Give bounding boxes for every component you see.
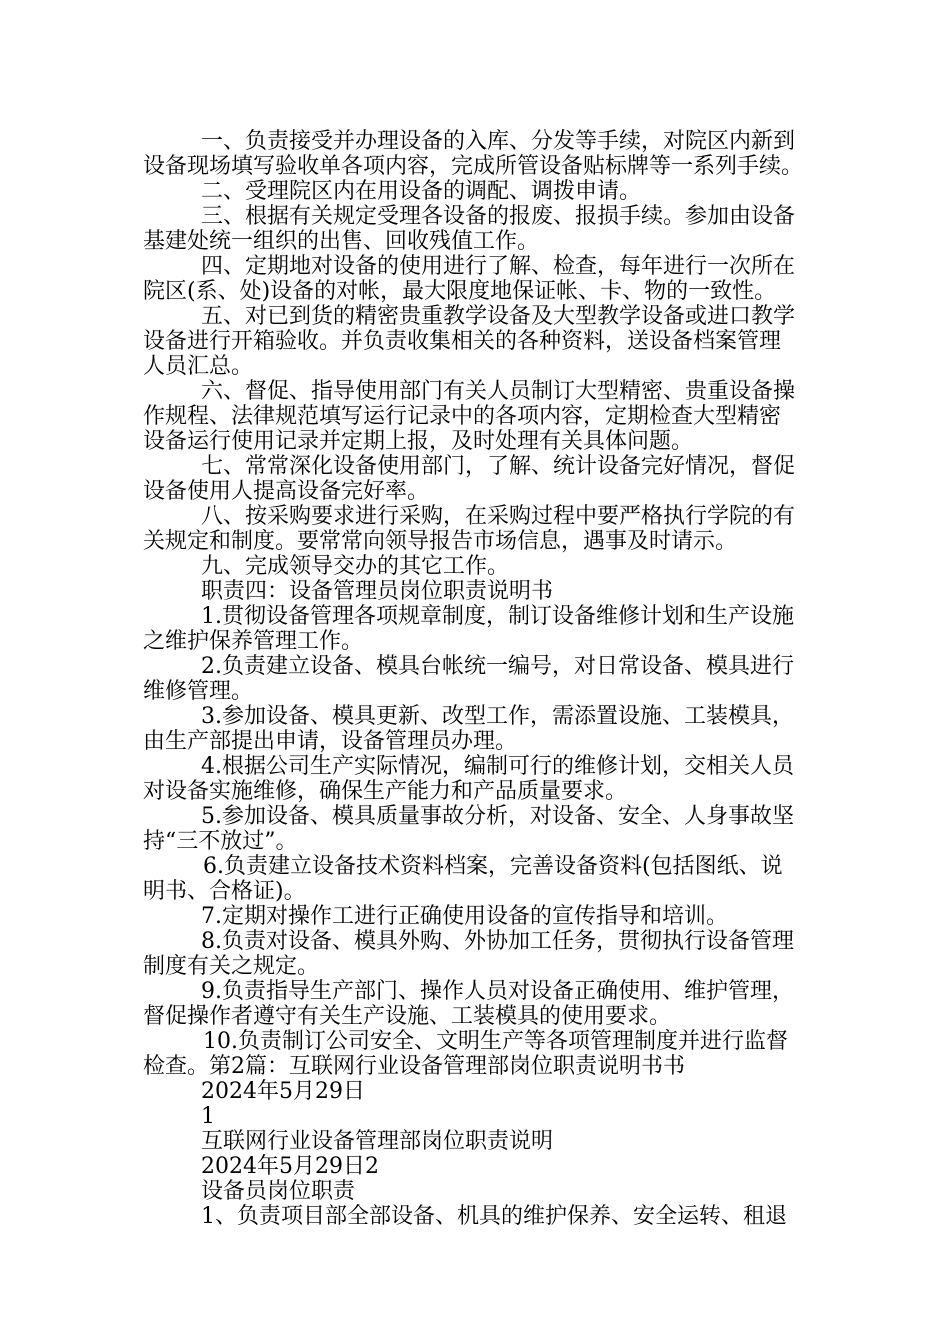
- text-line: 1、负责项目部全部设备、机具的维护保养、安全运转、租退: [201, 1204, 787, 1229]
- paragraph-19: [143, 1029, 813, 1079]
- text-line: 8.负责对设备、模具外购、外协加工任务，贯彻执行设备管理: [201, 929, 794, 954]
- text-line: 督促操作者遵守有关生产设施、工装模具的使用要求。: [143, 1004, 672, 1029]
- text-line: 6.负责建立设备技术资料档案，完善设备资料(包括图纸、说: [203, 854, 783, 879]
- paragraph-4: [143, 254, 813, 304]
- text-line: 二、受理院区内在用设备的调配、调拨申请。: [201, 179, 642, 204]
- paragraph-5: [143, 304, 813, 379]
- text-line: 之维护保养管理工作。: [143, 629, 364, 654]
- text-line: 1: [201, 1104, 215, 1129]
- text-line: 2.负责建立设备、模具台帐统一编号，对日常设备、模具进行: [201, 654, 794, 679]
- paragraph-6: [143, 379, 813, 454]
- text-line: 九、完成领导交办的其它工作。: [201, 554, 510, 579]
- text-line: 10.负责制订公司安全、文明生产等各项管理制度并进行监督: [203, 1029, 788, 1054]
- text-line: 明书、合格证)。: [143, 879, 306, 904]
- text-line: 4.根据公司生产实际情况，编制可行的维修计划，交相关人员: [201, 754, 794, 779]
- text-line: 院区(系、处)设备的对帐，最大限度地保证帐、卡、物的一致性。: [143, 279, 777, 304]
- text-line: 三、根据有关规定受理各设备的报废、报损手续。参加由设备: [201, 204, 796, 229]
- text-line: 互联网行业设备管理部岗位职责说明: [201, 1129, 554, 1154]
- paragraph-2: [143, 179, 813, 204]
- text-line: 四、定期地对设备的使用进行了解、检查，每年进行一次所在: [201, 254, 796, 279]
- text-line: 基建处统一组织的出售、回收残值工作。: [143, 229, 540, 254]
- text-line: 七、常常深化设备使用部门，了解、统计设备完好情况，督促: [201, 454, 796, 479]
- text-line: 人员汇总。: [143, 354, 254, 379]
- text-line: 2024年5月29日2: [201, 1154, 379, 1179]
- text-line: 对设备实施维修，确保生产能力和产品质量要求。: [143, 779, 628, 804]
- paragraph-20: [143, 1204, 813, 1229]
- text-line: 2024年5月29日: [201, 1079, 365, 1104]
- paragraph-16: [143, 904, 813, 929]
- subsection-heading: [143, 1179, 813, 1204]
- text-line: 由生产部提出申请，设备管理员办理。: [143, 729, 518, 754]
- paragraph-12: [143, 704, 813, 754]
- paragraph-3: [143, 204, 813, 254]
- page-number: [143, 1104, 813, 1129]
- text-line: 一、负责接受并办理设备的入库、分发等手续，对院区内新到: [201, 129, 796, 154]
- date-line: [143, 1154, 813, 1179]
- text-line: 六、督促、指导使用部门有关人员制订大型精密、贵重设备操: [201, 379, 796, 404]
- paragraph-8: [143, 504, 813, 554]
- text-line: 设备员岗位职责: [201, 1179, 356, 1204]
- section-heading: [143, 579, 813, 604]
- date-line: [143, 1079, 813, 1104]
- paragraph-14: [143, 804, 813, 854]
- paragraph-1: [143, 129, 813, 179]
- text-line: 制度有关之规定。: [143, 954, 320, 979]
- text-line: 作规程、法律规范填写运行记录中的各项内容，定期检查大型精密: [143, 404, 782, 429]
- text-line: 职责四：设备管理员岗位职责说明书: [201, 579, 554, 604]
- text-line: 5.参加设备、模具质量事故分析，对设备、安全、人身事故坚: [201, 804, 794, 829]
- text-line: 关规定和制度。要常常向领导报告市场信息，遇事及时请示。: [143, 529, 738, 554]
- text-line: 1.贯彻设备管理各项规章制度，制订设备维修计划和生产设施: [201, 604, 794, 629]
- paragraph-15: [143, 854, 813, 904]
- paragraph-17: [143, 929, 813, 979]
- text-line: 五、对已到货的精密贵重教学设备及大型教学设备或进口教学: [201, 304, 796, 329]
- text-line: 3.参加设备、模具更新、改型工作，需添置设施、工装模具，: [201, 704, 794, 729]
- document-title: [143, 1129, 813, 1154]
- paragraph-10: [143, 604, 813, 654]
- text-line: 7.定期对操作工进行正确使用设备的宣传指导和培训。: [201, 904, 728, 929]
- text-line: 设备现场填写验收单各项内容，完成所管设备贴标牌等一系列手续。: [143, 154, 804, 179]
- paragraph-18: [143, 979, 813, 1029]
- text-line: 设备进行开箱验收。并负责收集相关的各种资料，送设备档案管理: [143, 329, 782, 354]
- text-line: 9.负责指导生产部门、操作人员对设备正确使用、维护管理，: [201, 979, 794, 1004]
- text-line: 检查。第2篇：互联网行业设备管理部岗位职责说明书书: [143, 1054, 685, 1079]
- paragraph-11: [143, 654, 813, 704]
- text-line: 八、按采购要求进行采购，在采购过程中要严格执行学院的有: [201, 504, 796, 529]
- paragraph-9: [143, 554, 813, 579]
- text-line: 持“三不放过”。: [143, 829, 298, 854]
- paragraph-13: [143, 754, 813, 804]
- text-line: 维修管理。: [143, 679, 254, 704]
- text-line: 设备运行使用记录并定期上报，及时处理有关具体问题。: [143, 429, 694, 454]
- paragraph-7: [143, 454, 813, 504]
- text-line: 设备使用人提高设备完好率。: [143, 479, 430, 504]
